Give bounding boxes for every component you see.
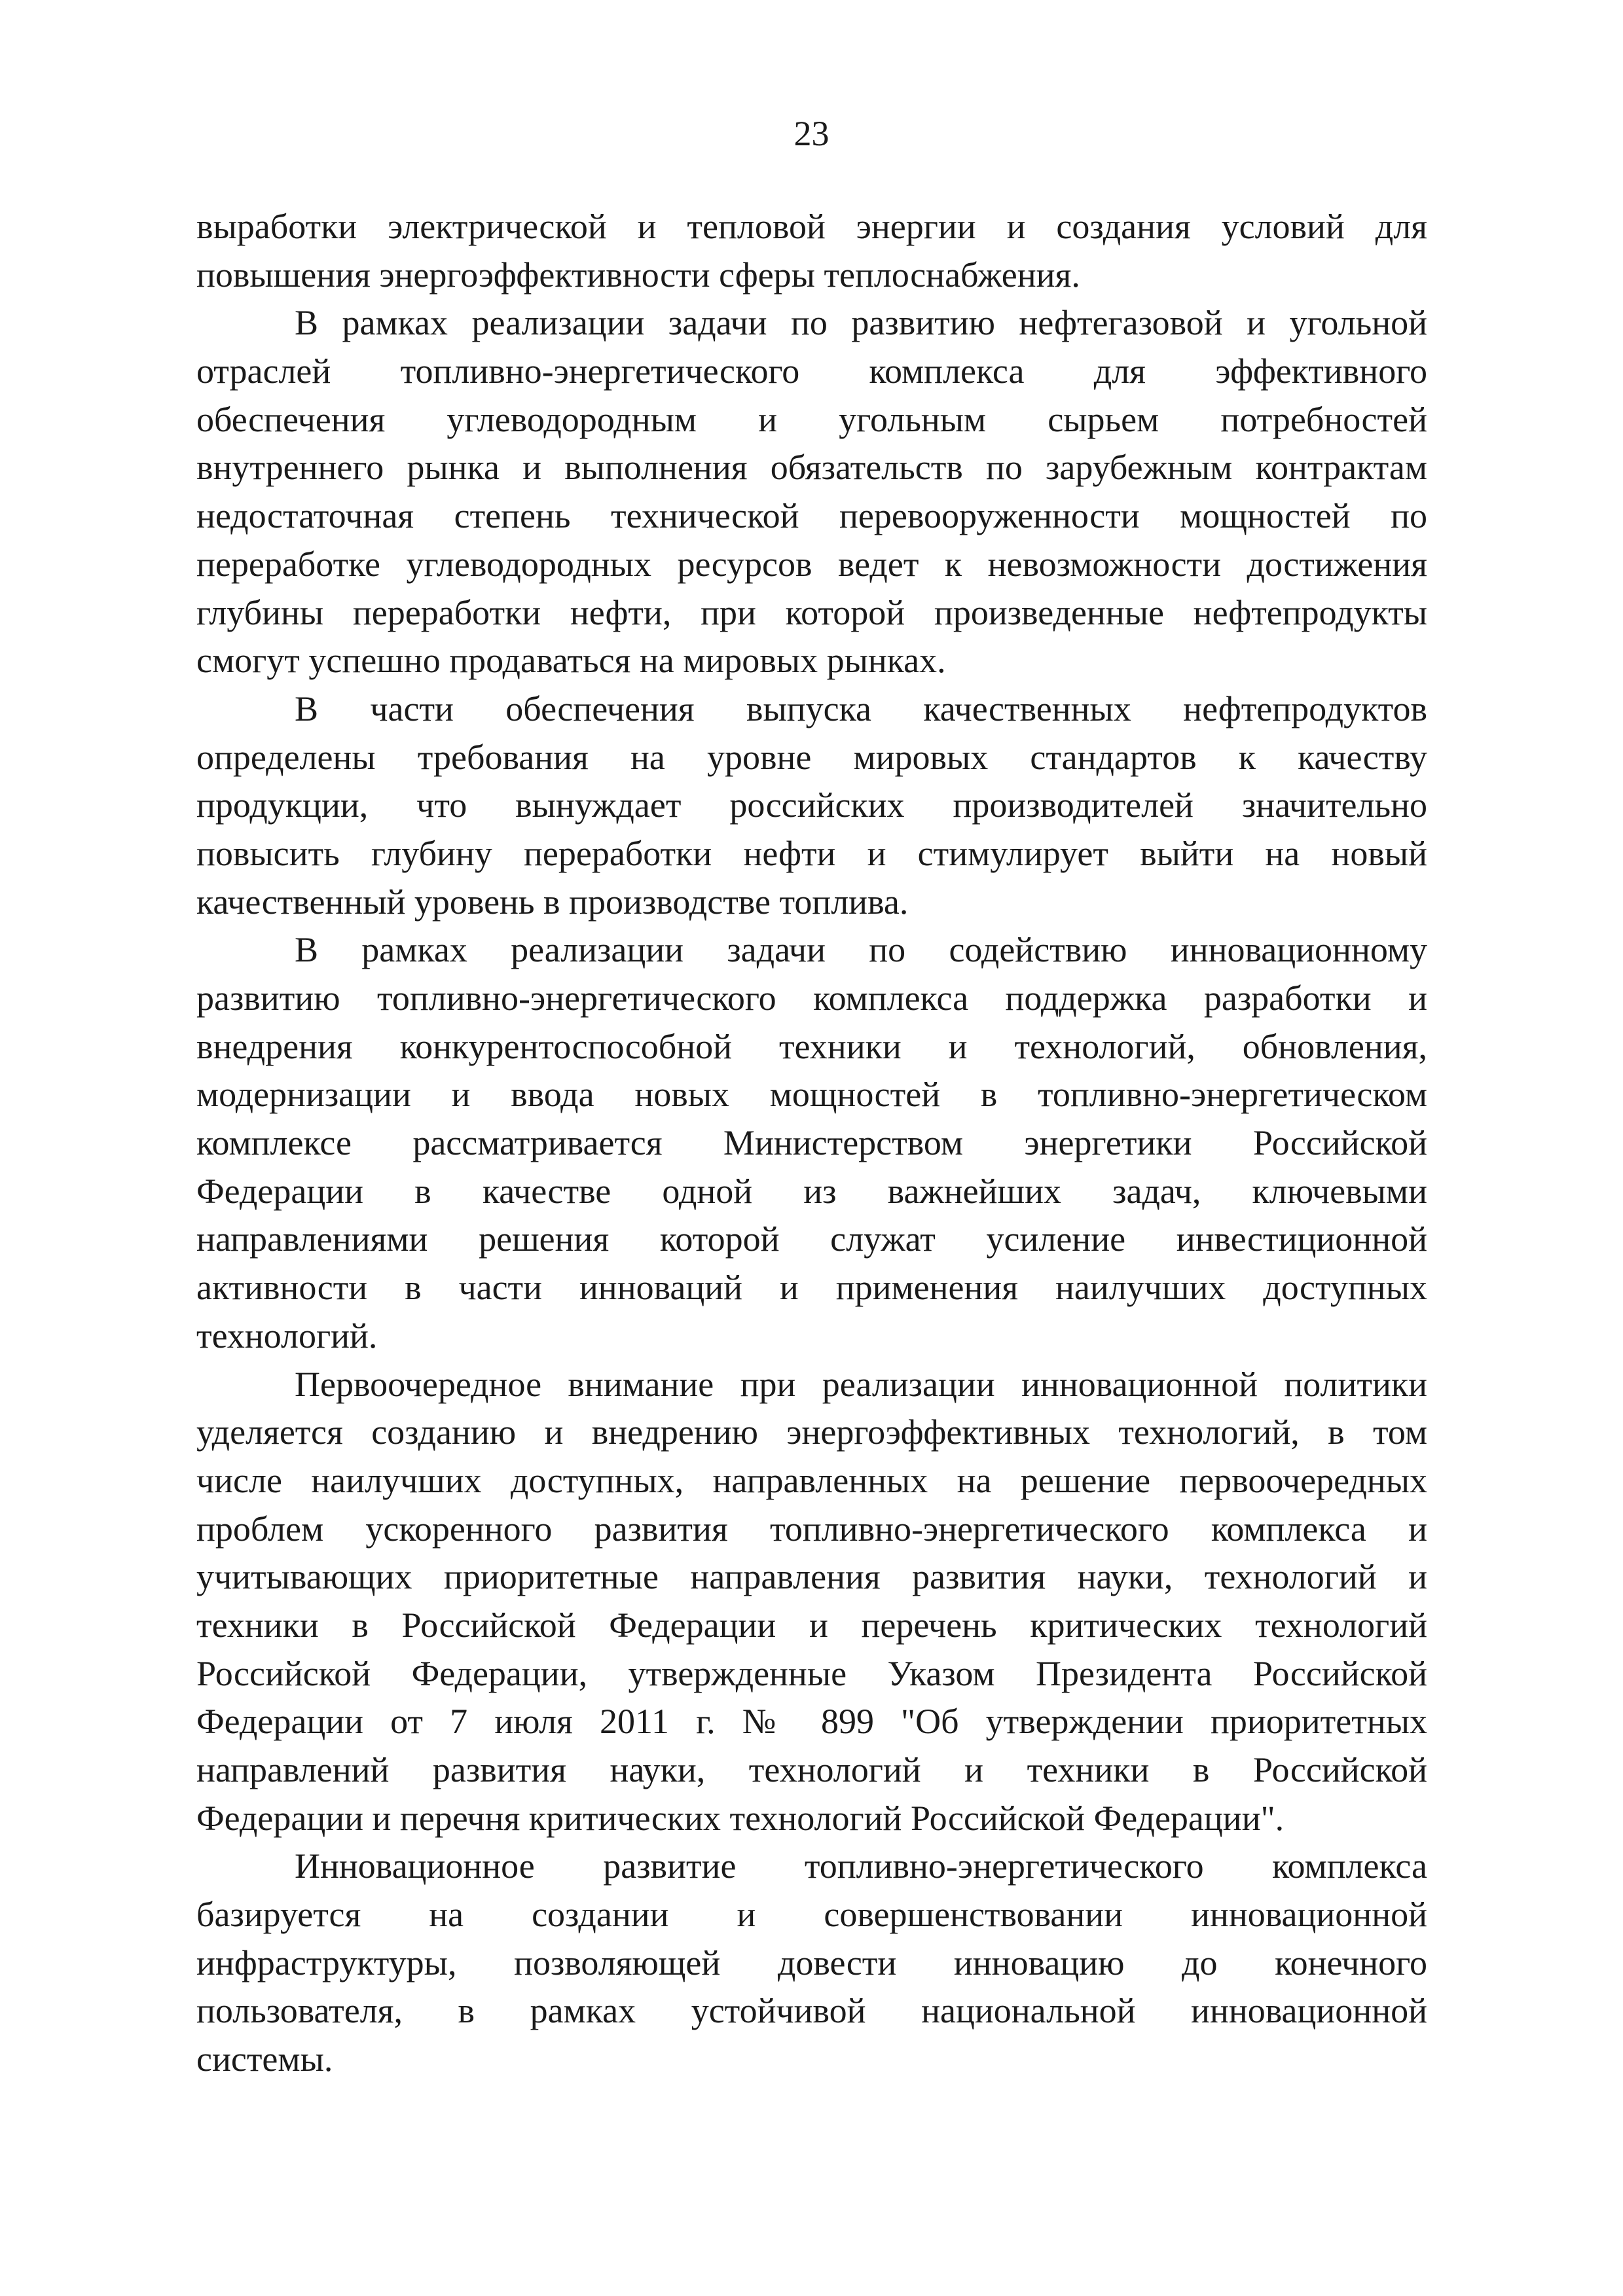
- paragraph-first-line: В рамках реализации задачи по содействию инновационному: [295, 930, 1427, 970]
- text-line: выработки электрической и тепловой энергии и создания условий для: [196, 207, 1427, 246]
- text-line: комплексе рассматривается Министерством энергетики Российской: [196, 1123, 1427, 1163]
- text-line: продукции, что вынуждает российских производителей значительно: [196, 785, 1427, 825]
- text-line: внутреннего рынка и выполнения обязательств по зарубежным контрактам: [196, 448, 1427, 488]
- text-line: проблем ускоренного развития топливно-энергетического комплекса и: [196, 1509, 1427, 1549]
- text-line: глубины переработки нефти, при которой произведенные нефтепродукты: [196, 592, 1427, 632]
- text-line: технологий.: [196, 1316, 378, 1355]
- text-line: смогут успешно продаваться на мировых рынках.: [196, 641, 946, 681]
- text-line: Федерации в качестве одной из важнейших задач, ключевыми: [196, 1171, 1427, 1211]
- text-line: повышения энергоэффективности сферы теплоснабжения.: [196, 255, 1080, 295]
- text-line: переработке углеводородных ресурсов ведет к невозможности достижения: [196, 544, 1427, 584]
- paragraph-first-line: В части обеспечения выпуска качественных нефтепродуктов: [295, 689, 1427, 728]
- text-line: отраслей топливно-энергетического комплекса для эффективного: [196, 351, 1427, 391]
- page-number: 23: [793, 114, 830, 153]
- text-line: недостаточная степень технической перевооруженности мощностей по: [196, 496, 1427, 536]
- paragraph-first-line: Инновационное развитие топливно-энергетического комплекса: [295, 1846, 1427, 1886]
- text-line: определены требования на уровне мировых стандартов к качеству: [196, 737, 1427, 777]
- text-line: базируется на создании и совершенствовании инновационной: [196, 1895, 1427, 1935]
- text-line: направлений развития науки, технологий и техники в Российской: [196, 1750, 1427, 1789]
- paragraph-first-line: Первоочередное внимание при реализации инновационной политики: [295, 1364, 1427, 1404]
- text-line: учитывающих приоритетные направления развития науки, технологий и: [196, 1557, 1427, 1597]
- text-line: качественный уровень в производстве топлива.: [196, 882, 909, 922]
- text-line: техники в Российской Федерации и перечень критических технологий: [196, 1605, 1427, 1645]
- text-line: направлениями решения которой служат усиление инвестиционной: [196, 1219, 1427, 1259]
- text-line: внедрения конкурентоспособной техники и технологий, обновления,: [196, 1026, 1427, 1066]
- text-line: повысить глубину переработки нефти и стимулирует выйти на новый: [196, 833, 1427, 873]
- text-line: уделяется созданию и внедрению энергоэффективных технологий, в том: [196, 1412, 1427, 1452]
- text-line: модернизации и ввода новых мощностей в топливно-энергетическом: [196, 1075, 1427, 1115]
- text-line: развитию топливно-энергетического комплекса поддержка разработки и: [196, 978, 1427, 1018]
- body-text: [196, 203, 1427, 2084]
- text-line: пользователя, в рамках устойчивой национальной инновационной: [196, 1991, 1427, 2031]
- text-line: числе наилучших доступных, направленных на решение первоочередных: [196, 1460, 1427, 1500]
- text-line: Федерации от 7 июля 2011 г. № 899 "Об утверждении приоритетных: [196, 1702, 1427, 1742]
- text-line: обеспечения углеводородным и угольным сырьем потребностей: [196, 399, 1427, 439]
- text-line: Федерации и перечня критических технологий Российской Федерации".: [196, 1798, 1285, 1838]
- text-line: Российской Федерации, утвержденные Указом Президента Российской: [196, 1653, 1427, 1693]
- text-line: системы.: [196, 2039, 333, 2079]
- text-line: активности в части инноваций и применения наилучших доступных: [196, 1268, 1427, 1308]
- paragraph-first-line: В рамках реализации задачи по развитию нефтегазовой и угольной: [295, 303, 1427, 343]
- text-line: инфраструктуры, позволяющей довести инновацию до конечного: [196, 1943, 1427, 1982]
